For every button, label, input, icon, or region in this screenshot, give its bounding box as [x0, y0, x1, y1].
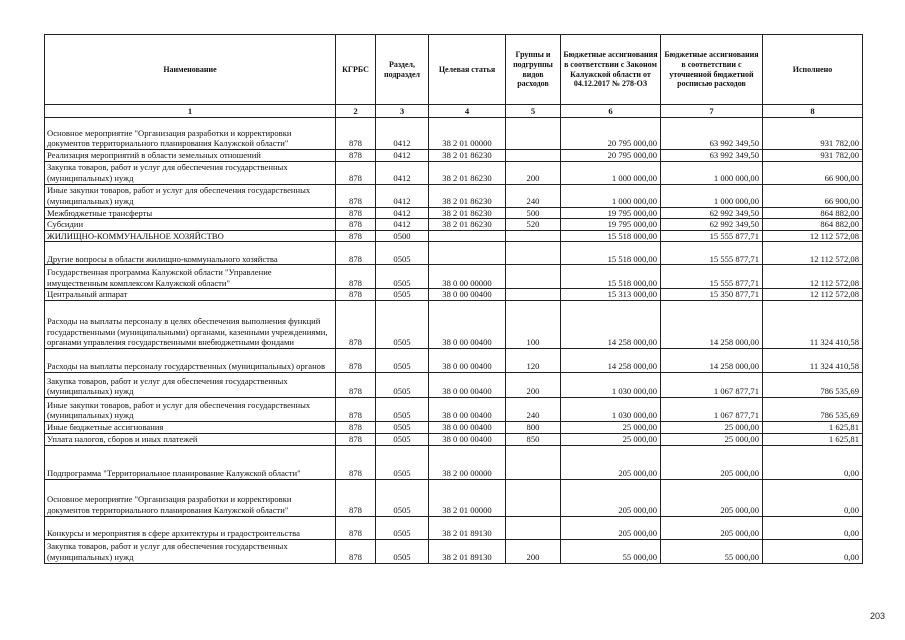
row-name: Расходы на выплаты персоналу в целях обеспечения выполнения функций государственными (муниципальными) органами, казенными учреждениями, органами управления государственными внебюджетными фондами	[45, 300, 336, 348]
header-kgrbs: КГРБС	[336, 35, 376, 105]
row-target: 38 2 01 89130	[429, 516, 506, 539]
row-revised-amount: 14 258 000,00	[661, 348, 763, 372]
row-law-amount: 205 000,00	[561, 516, 661, 539]
row-kgrbs: 878	[336, 433, 376, 445]
row-law-amount: 15 313 000,00	[561, 289, 661, 301]
row-law-amount: 1 030 000,00	[561, 372, 661, 397]
row-name: Иные бюджетные ассигнования	[45, 421, 336, 433]
row-section: 0505	[376, 479, 429, 516]
row-section: 0505	[376, 372, 429, 397]
row-kgrbs: 878	[336, 207, 376, 219]
row-executed-amount: 12 112 572,08	[763, 242, 863, 265]
row-revised-amount: 1 067 877,71	[661, 372, 763, 397]
row-revised-amount: 15 555 877,71	[661, 230, 763, 242]
row-group: 850	[506, 433, 561, 445]
row-name: Иные закупки товаров, работ и услуг для обеспечения государственных (муниципальных) нужд	[45, 184, 336, 207]
row-section: 0412	[376, 184, 429, 207]
row-revised-amount: 1 000 000,00	[661, 184, 763, 207]
table-row	[45, 242, 863, 265]
row-law-amount: 55 000,00	[561, 539, 661, 563]
row-executed-amount: 12 112 572,08	[763, 265, 863, 289]
row-kgrbs: 878	[336, 289, 376, 301]
table-body	[45, 118, 863, 564]
header-law: Бюджетные ассигнования в соответствии с Законом Калужской области от 04.12.2017 № 278-ОЗ	[561, 35, 661, 105]
row-kgrbs: 878	[336, 421, 376, 433]
row-target: 38 2 01 86230	[429, 150, 506, 162]
row-group	[506, 516, 561, 539]
table-row	[45, 445, 863, 479]
row-section: 0412	[376, 219, 429, 231]
table-row	[45, 207, 863, 219]
row-executed-amount: 931 782,00	[763, 150, 863, 162]
row-kgrbs: 878	[336, 184, 376, 207]
header-target: Целевая статья	[429, 35, 506, 105]
row-section: 0500	[376, 230, 429, 242]
row-law-amount: 25 000,00	[561, 421, 661, 433]
table-header-row	[45, 35, 863, 105]
row-name: Другие вопросы в области жилищно-коммунального хозяйства	[45, 242, 336, 265]
row-section: 0412	[376, 118, 429, 150]
row-revised-amount: 205 000,00	[661, 479, 763, 516]
row-kgrbs: 878	[336, 348, 376, 372]
row-name: Подпрограмма "Территориальное планирование Калужской области"	[45, 445, 336, 479]
row-kgrbs: 878	[336, 516, 376, 539]
row-name: Реализация мероприятий в области земельных отношений	[45, 150, 336, 162]
row-group	[506, 150, 561, 162]
header-name: Наименование	[45, 35, 336, 105]
row-executed-amount: 864 882,00	[763, 219, 863, 231]
row-name: Закупка товаров, работ и услуг для обеспечения государственных (муниципальных) нужд	[45, 539, 336, 563]
row-executed-amount: 1 625,81	[763, 421, 863, 433]
row-executed-amount: 1 625,81	[763, 433, 863, 445]
row-section: 0505	[376, 265, 429, 289]
table-row	[45, 265, 863, 289]
row-revised-amount: 15 555 877,71	[661, 265, 763, 289]
row-kgrbs: 878	[336, 479, 376, 516]
row-kgrbs: 878	[336, 372, 376, 397]
row-section: 0412	[376, 207, 429, 219]
row-section: 0505	[376, 242, 429, 265]
row-group	[506, 230, 561, 242]
row-group: 520	[506, 219, 561, 231]
row-kgrbs: 878	[336, 265, 376, 289]
row-target: 38 0 00 00400	[429, 300, 506, 348]
row-target	[429, 242, 506, 265]
row-section: 0505	[376, 397, 429, 421]
row-group	[506, 445, 561, 479]
row-executed-amount: 11 324 410,58	[763, 300, 863, 348]
row-law-amount: 1 000 000,00	[561, 184, 661, 207]
table-row	[45, 397, 863, 421]
row-section: 0505	[376, 300, 429, 348]
row-law-amount: 15 518 000,00	[561, 265, 661, 289]
row-name: Закупка товаров, работ и услуг для обеспечения государственных (муниципальных) нужд	[45, 161, 336, 184]
table-row	[45, 516, 863, 539]
row-target: 38 2 01 00000	[429, 479, 506, 516]
row-name: Иные закупки товаров, работ и услуг для обеспечения государственных (муниципальных) нужд	[45, 397, 336, 421]
table-row	[45, 348, 863, 372]
table-row	[45, 479, 863, 516]
row-revised-amount: 62 992 349,50	[661, 219, 763, 231]
row-revised-amount: 63 992 349,50	[661, 150, 763, 162]
row-target: 38 2 01 86230	[429, 184, 506, 207]
column-number: 5	[506, 105, 561, 118]
row-group: 500	[506, 207, 561, 219]
row-group	[506, 242, 561, 265]
table-row	[45, 219, 863, 231]
row-kgrbs: 878	[336, 300, 376, 348]
row-name: Межбюджетные трансферты	[45, 207, 336, 219]
row-executed-amount: 66 900,00	[763, 184, 863, 207]
row-kgrbs: 878	[336, 150, 376, 162]
row-law-amount: 19 795 000,00	[561, 207, 661, 219]
row-executed-amount: 864 882,00	[763, 207, 863, 219]
row-target: 38 0 00 00400	[429, 433, 506, 445]
row-executed-amount: 931 782,00	[763, 118, 863, 150]
table-row	[45, 300, 863, 348]
row-name: Субсидии	[45, 219, 336, 231]
row-section: 0505	[376, 421, 429, 433]
row-kgrbs: 878	[336, 242, 376, 265]
row-law-amount: 15 518 000,00	[561, 230, 661, 242]
header-executed: Исполнено	[763, 35, 863, 105]
row-revised-amount: 1 000 000,00	[661, 161, 763, 184]
row-law-amount: 19 795 000,00	[561, 219, 661, 231]
row-group: 200	[506, 161, 561, 184]
row-law-amount: 15 518 000,00	[561, 242, 661, 265]
table-row	[45, 289, 863, 301]
row-name: Закупка товаров, работ и услуг для обеспечения государственных (муниципальных) нужд	[45, 372, 336, 397]
row-target: 38 0 00 00400	[429, 397, 506, 421]
column-number: 2	[336, 105, 376, 118]
table-row	[45, 421, 863, 433]
row-kgrbs: 878	[336, 161, 376, 184]
row-revised-amount: 25 000,00	[661, 421, 763, 433]
table-row	[45, 433, 863, 445]
row-revised-amount: 205 000,00	[661, 516, 763, 539]
table-row	[45, 539, 863, 563]
row-kgrbs: 878	[336, 539, 376, 563]
row-kgrbs: 878	[336, 118, 376, 150]
row-name: Центральный аппарат	[45, 289, 336, 301]
budget-table	[44, 34, 863, 564]
row-revised-amount: 15 350 877,71	[661, 289, 763, 301]
row-executed-amount: 12 112 572,08	[763, 289, 863, 301]
table-row	[45, 161, 863, 184]
row-revised-amount: 63 992 349,50	[661, 118, 763, 150]
row-group: 200	[506, 539, 561, 563]
row-revised-amount: 205 000,00	[661, 445, 763, 479]
row-law-amount: 1 030 000,00	[561, 397, 661, 421]
table-row	[45, 118, 863, 150]
row-revised-amount: 14 258 000,00	[661, 300, 763, 348]
row-target: 38 2 01 00000	[429, 118, 506, 150]
row-group: 800	[506, 421, 561, 433]
row-section: 0505	[376, 516, 429, 539]
row-law-amount: 20 795 000,00	[561, 118, 661, 150]
row-executed-amount: 0,00	[763, 539, 863, 563]
column-number-row	[45, 105, 863, 118]
row-law-amount: 14 258 000,00	[561, 348, 661, 372]
row-target: 38 0 00 00400	[429, 348, 506, 372]
row-section: 0505	[376, 433, 429, 445]
row-group	[506, 289, 561, 301]
row-target: 38 2 01 86230	[429, 207, 506, 219]
row-executed-amount: 786 535,69	[763, 397, 863, 421]
row-name: Государственная программа Калужской области "Управление имущественным комплексом Калужской области"	[45, 265, 336, 289]
row-revised-amount: 62 992 349,50	[661, 207, 763, 219]
column-number: 4	[429, 105, 506, 118]
header-section: Раздел, подраздел	[376, 35, 429, 105]
row-law-amount: 25 000,00	[561, 433, 661, 445]
row-target: 38 2 00 00000	[429, 445, 506, 479]
row-group: 100	[506, 300, 561, 348]
row-name: Основное мероприятие "Организация разработки и корректировки документов территориального планирования Калужской области"	[45, 479, 336, 516]
row-kgrbs: 878	[336, 397, 376, 421]
row-law-amount: 205 000,00	[561, 445, 661, 479]
row-group: 240	[506, 397, 561, 421]
row-target: 38 0 00 00000	[429, 265, 506, 289]
row-target	[429, 230, 506, 242]
row-section: 0412	[376, 161, 429, 184]
row-section: 0505	[376, 348, 429, 372]
row-kgrbs: 878	[336, 445, 376, 479]
column-number: 7	[661, 105, 763, 118]
row-name: Расходы на выплаты персоналу государственных (муниципальных) органов	[45, 348, 336, 372]
row-section: 0412	[376, 150, 429, 162]
row-kgrbs: 878	[336, 219, 376, 231]
row-law-amount: 1 000 000,00	[561, 161, 661, 184]
row-name: Конкурсы и мероприятия в сфере архитектуры и градостроительства	[45, 516, 336, 539]
row-law-amount: 205 000,00	[561, 479, 661, 516]
row-target: 38 2 01 86230	[429, 219, 506, 231]
row-revised-amount: 1 067 877,71	[661, 397, 763, 421]
row-target: 38 0 00 00400	[429, 421, 506, 433]
header-group: Группы и подгруппы видов расходов	[506, 35, 561, 105]
row-revised-amount: 15 555 877,71	[661, 242, 763, 265]
table-row	[45, 230, 863, 242]
page-number: 203	[869, 611, 885, 621]
row-revised-amount: 25 000,00	[661, 433, 763, 445]
row-law-amount: 14 258 000,00	[561, 300, 661, 348]
row-group	[506, 265, 561, 289]
row-executed-amount: 0,00	[763, 479, 863, 516]
column-number: 3	[376, 105, 429, 118]
row-executed-amount: 786 535,69	[763, 372, 863, 397]
row-section: 0505	[376, 289, 429, 301]
row-revised-amount: 55 000,00	[661, 539, 763, 563]
table-row	[45, 150, 863, 162]
row-target: 38 0 00 00400	[429, 372, 506, 397]
row-section: 0505	[376, 539, 429, 563]
budget-table-sheet	[44, 34, 862, 564]
row-target: 38 2 01 86230	[429, 161, 506, 184]
column-number: 1	[45, 105, 336, 118]
row-group: 120	[506, 348, 561, 372]
row-executed-amount: 12 112 572,08	[763, 230, 863, 242]
row-group: 200	[506, 372, 561, 397]
column-number: 8	[763, 105, 863, 118]
row-group: 240	[506, 184, 561, 207]
table-row	[45, 372, 863, 397]
row-executed-amount: 11 324 410,58	[763, 348, 863, 372]
row-group	[506, 118, 561, 150]
row-executed-amount: 0,00	[763, 445, 863, 479]
row-kgrbs: 878	[336, 230, 376, 242]
row-executed-amount: 66 900,00	[763, 161, 863, 184]
row-name: Уплата налогов, сборов и иных платежей	[45, 433, 336, 445]
row-executed-amount: 0,00	[763, 516, 863, 539]
column-number: 6	[561, 105, 661, 118]
row-group	[506, 479, 561, 516]
row-target: 38 2 01 89130	[429, 539, 506, 563]
row-name: Основное мероприятие "Организация разработки и корректировки документов территориального планирования Калужской области"	[45, 118, 336, 150]
table-row	[45, 184, 863, 207]
row-target: 38 0 00 00400	[429, 289, 506, 301]
row-law-amount: 20 795 000,00	[561, 150, 661, 162]
row-section: 0505	[376, 445, 429, 479]
row-name: ЖИЛИЩНО-КОММУНАЛЬНОЕ ХОЗЯЙСТВО	[45, 230, 336, 242]
header-revised: Бюджетные ассигнования в соответствии с уточненной бюджетной росписью расходов	[661, 35, 763, 105]
